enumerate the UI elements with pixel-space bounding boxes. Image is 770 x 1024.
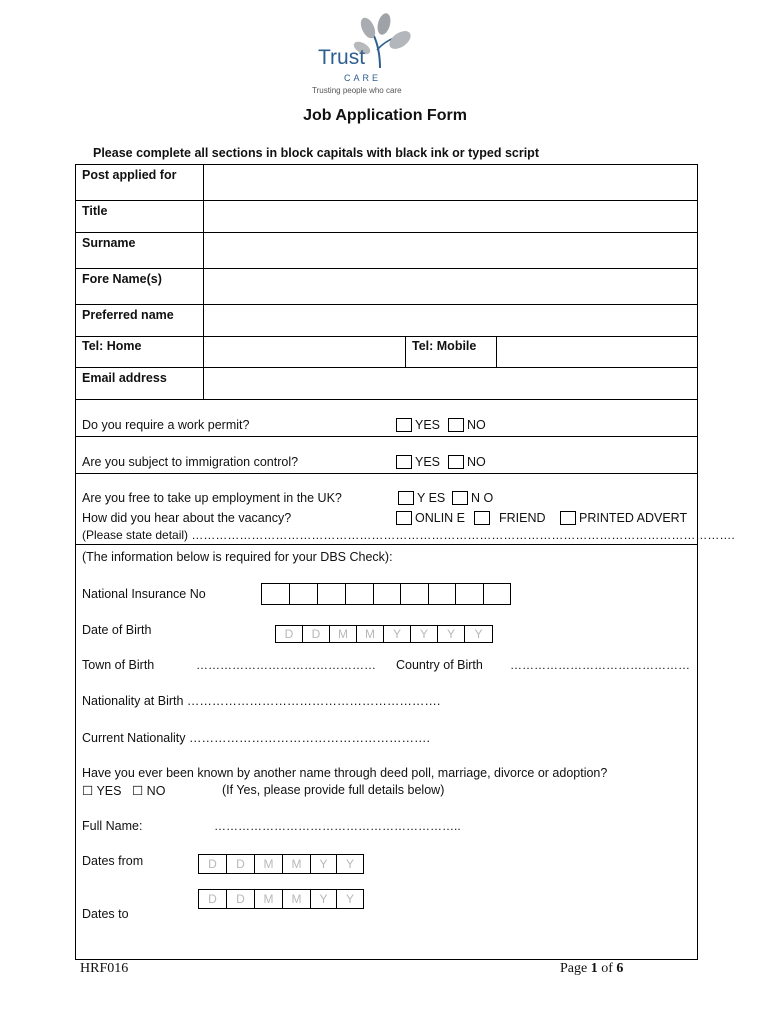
vacancy-detail[interactable]: (Please state detail) ………………………………………………………………………………………………………………………. — [82, 528, 735, 542]
label-dob: Date of Birth — [82, 623, 152, 637]
free-uk-yes[interactable]: Y ES — [398, 491, 445, 505]
known-by-question: Have you ever been known by another name through deed poll, marriage, divorce or adoption? — [82, 766, 608, 780]
dbs-section — [76, 545, 697, 959]
page-number: Page 1 of 6 — [560, 961, 624, 976]
checkbox-icon[interactable] — [398, 491, 414, 505]
row-tel — [76, 337, 697, 368]
dates-from-boxes[interactable]: D D M M Y Y — [198, 854, 364, 874]
row-surname — [76, 233, 697, 269]
question-immigration: Are you subject to immigration control? — [82, 455, 299, 469]
label-dates-to: Dates to — [82, 907, 129, 921]
work-permit-no[interactable]: NO — [448, 418, 486, 432]
label-country-birth: Country of Birth — [396, 658, 483, 672]
vacancy-printed[interactable]: PRINTED ADVERT — [560, 511, 687, 525]
question-free-uk: Are you free to take up employment in the UK? — [82, 491, 342, 505]
label-post: Post applied for — [82, 168, 177, 182]
dob-boxes[interactable]: D D M M Y Y Y Y — [275, 625, 493, 643]
label-dates-from: Dates from — [82, 854, 144, 868]
immigration-yes[interactable]: YES — [396, 455, 440, 469]
label-email: Email address — [82, 371, 167, 385]
input-post[interactable] — [204, 165, 697, 200]
question-work-permit: Do you require a work permit? — [82, 418, 250, 432]
label-tel-home: Tel: Home — [82, 339, 142, 353]
checkbox-icon[interactable] — [396, 418, 412, 432]
logo-brand: Trust — [318, 46, 366, 69]
page-title: Job Application Form — [303, 107, 467, 124]
immigration-no[interactable]: NO — [448, 455, 486, 469]
town-birth-field[interactable]: ……………………………………… — [196, 658, 376, 672]
label-ni: National Insurance No — [82, 587, 206, 601]
checkbox-icon[interactable] — [474, 511, 490, 525]
current-nationality-field[interactable]: Current Nationality …………………………………………………. — [82, 731, 430, 745]
known-by-note: (If Yes, please provide full details below) — [222, 783, 445, 797]
checkbox-icon[interactable] — [396, 455, 412, 469]
free-uk-no[interactable]: N O — [452, 491, 493, 505]
label-preferred: Preferred name — [82, 308, 174, 322]
row-work-permit — [76, 400, 697, 437]
checkbox-icon[interactable] — [396, 511, 412, 525]
work-permit-yes[interactable]: YES — [396, 418, 440, 432]
trustcare-logo — [300, 10, 430, 96]
application-form — [75, 164, 735, 960]
known-by-no[interactable]: ☐ NO — [132, 784, 166, 798]
known-by-yes[interactable]: ☐ YES — [82, 784, 122, 798]
vacancy-online[interactable]: ONLIN E — [396, 511, 465, 525]
label-title: Title — [82, 204, 108, 218]
row-immigration — [76, 437, 697, 474]
nationality-birth-field[interactable]: Nationality at Birth ……………………………………………………. — [82, 694, 441, 708]
row-title — [76, 201, 697, 233]
input-tel-mobile[interactable] — [497, 337, 697, 367]
full-name-field[interactable]: …………………………………………………….. — [214, 819, 461, 833]
logo-tagline: Trusting people who care — [312, 86, 402, 95]
vacancy-friend[interactable]: FRIEND — [474, 511, 546, 525]
country-birth-field[interactable]: ……………………………………… — [510, 658, 690, 672]
input-preferred[interactable] — [204, 305, 697, 336]
checkbox-icon[interactable] — [560, 511, 576, 525]
label-tel-mobile: Tel: Mobile — [412, 339, 477, 353]
input-title[interactable] — [204, 201, 697, 232]
row-forename — [76, 269, 697, 305]
row-email — [76, 368, 697, 400]
row-employment — [76, 474, 735, 545]
checkbox-icon[interactable] — [452, 491, 468, 505]
checkbox-icon[interactable] — [448, 418, 464, 432]
label-forename: Fore Name(s) — [82, 272, 162, 286]
form-code: HRF016 — [80, 961, 129, 976]
input-email[interactable] — [204, 368, 697, 399]
input-tel-home[interactable] — [204, 337, 405, 367]
dates-to-boxes[interactable]: D D M M Y Y — [198, 889, 364, 909]
logo-sub: CARE — [344, 73, 382, 83]
question-vacancy: How did you hear about the vacancy? — [82, 511, 292, 525]
label-full-name: Full Name: — [82, 819, 143, 833]
input-surname[interactable] — [204, 233, 697, 268]
checkbox-icon[interactable] — [448, 455, 464, 469]
ni-number-boxes[interactable] — [261, 583, 511, 605]
label-town-birth: Town of Birth — [82, 658, 155, 672]
label-surname: Surname — [82, 236, 136, 250]
row-preferred — [76, 305, 697, 337]
dbs-heading: (The information below is required for your DBS Check): — [82, 550, 393, 564]
input-forename[interactable] — [204, 269, 697, 304]
instruction-text: Please complete all sections in block capitals with black ink or typed script — [93, 146, 539, 160]
row-post — [76, 165, 697, 201]
